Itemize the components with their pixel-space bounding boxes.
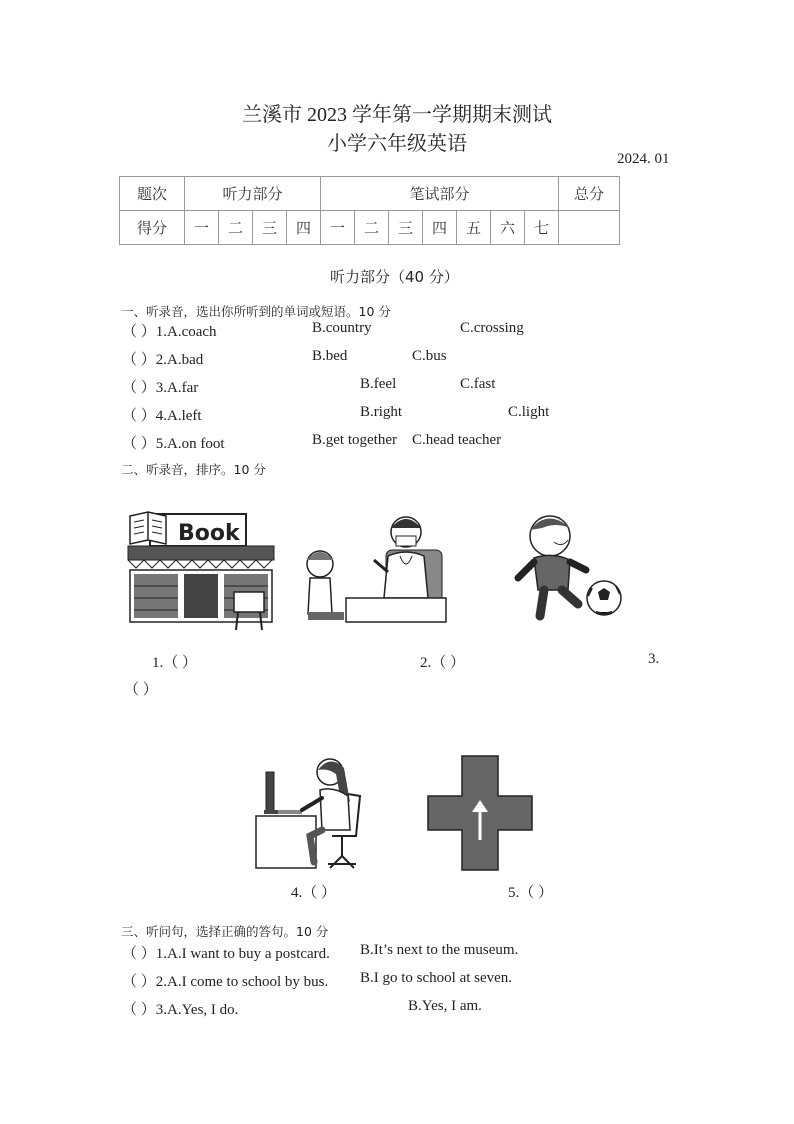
col-question: 题次 xyxy=(120,177,185,211)
col-listening: 听力部分 xyxy=(185,177,321,211)
crossroads-picture xyxy=(424,752,536,872)
s1-q2-b: B.bed xyxy=(312,348,348,364)
s1-q1-a[interactable]: （ ）1.A.coach xyxy=(122,324,217,340)
listening-cell[interactable]: 三 xyxy=(253,211,287,245)
s3-q2-a[interactable]: （ ）2.A.I come to school by bus. xyxy=(122,974,329,990)
col-total: 总分 xyxy=(559,177,620,211)
bookstore-picture xyxy=(126,510,276,632)
score-table-score-row xyxy=(120,211,620,245)
s1-q5-c: C.head teacher xyxy=(412,432,502,448)
book-sign-text: Book xyxy=(178,521,240,546)
s1-q3-b: B.feel xyxy=(360,376,397,392)
s1-q3-a[interactable]: （ ）3.A.far xyxy=(122,380,199,396)
football-picture xyxy=(512,508,624,626)
computer-picture xyxy=(252,752,368,872)
s3-q1-b: B.It’s next to the museum. xyxy=(360,942,519,958)
s3-q1-a[interactable]: （ ）1.A.I want to buy a postcard. xyxy=(122,946,330,962)
writing-cell[interactable]: 七 xyxy=(525,211,559,245)
writing-cell[interactable]: 六 xyxy=(491,211,525,245)
exam-title: 兰溪市 2023 学年第一学期期末测试 xyxy=(242,104,552,126)
listening-cell[interactable]: 二 xyxy=(219,211,253,245)
section1-title: 一、听录音，选出你所听到的单词或短语。10 分 xyxy=(121,304,391,319)
picture2-label[interactable]: 2.（ ） xyxy=(420,655,466,671)
s1-q1-b: B.country xyxy=(312,320,372,336)
s1-q5-a[interactable]: （ ）5.A.on foot xyxy=(122,436,225,452)
s1-q1-c: C.crossing xyxy=(460,320,524,336)
exam-subtitle: 小学六年级英语 xyxy=(327,133,467,155)
s1-q3-c: C.fast xyxy=(460,376,496,392)
section2-title: 二、听录音，排序。10 分 xyxy=(121,462,266,477)
s1-q5-b: B.get together xyxy=(312,432,397,448)
score-table xyxy=(119,176,620,245)
listening-cell[interactable]: 四 xyxy=(287,211,321,245)
s1-q4-a[interactable]: （ ）4.A.left xyxy=(122,408,202,424)
picture3-label: 3. xyxy=(648,651,660,667)
s1-q2-c: C.bus xyxy=(412,348,447,364)
score-table-header-row xyxy=(120,177,620,211)
writing-cell[interactable]: 二 xyxy=(355,211,389,245)
writing-cell[interactable]: 一 xyxy=(321,211,355,245)
writing-cell[interactable]: 五 xyxy=(457,211,491,245)
s3-q3-a[interactable]: （ ）3.A.Yes, I do. xyxy=(122,1002,239,1018)
section3-title: 三、听问句，选择正确的答句。10 分 xyxy=(121,924,329,939)
s3-q3-b: B.Yes, I am. xyxy=(408,998,482,1014)
listening-heading: 听力部分（40 分） xyxy=(330,268,459,286)
s1-q4-c: C.light xyxy=(508,404,550,420)
s1-q4-b: B.right xyxy=(360,404,403,420)
writing-cell[interactable]: 三 xyxy=(389,211,423,245)
writing-cell[interactable]: 四 xyxy=(423,211,457,245)
picture1-label[interactable]: 1.（ ） xyxy=(152,655,198,671)
score-label: 得分 xyxy=(120,211,185,245)
total-score-cell[interactable] xyxy=(559,211,620,245)
picture3-answer[interactable]: （ ） xyxy=(124,682,158,698)
s1-q2-a[interactable]: （ ）2.A.bad xyxy=(122,352,204,368)
doctor-picture xyxy=(296,512,448,624)
picture5-label[interactable]: 5.（ ） xyxy=(508,885,554,901)
exam-date: 2024. 01 xyxy=(617,151,670,167)
listening-cell[interactable]: 一 xyxy=(185,211,219,245)
col-writing: 笔试部分 xyxy=(321,177,559,211)
picture4-label[interactable]: 4.（ ） xyxy=(291,885,337,901)
s3-q2-b: B.I go to school at seven. xyxy=(360,970,513,986)
